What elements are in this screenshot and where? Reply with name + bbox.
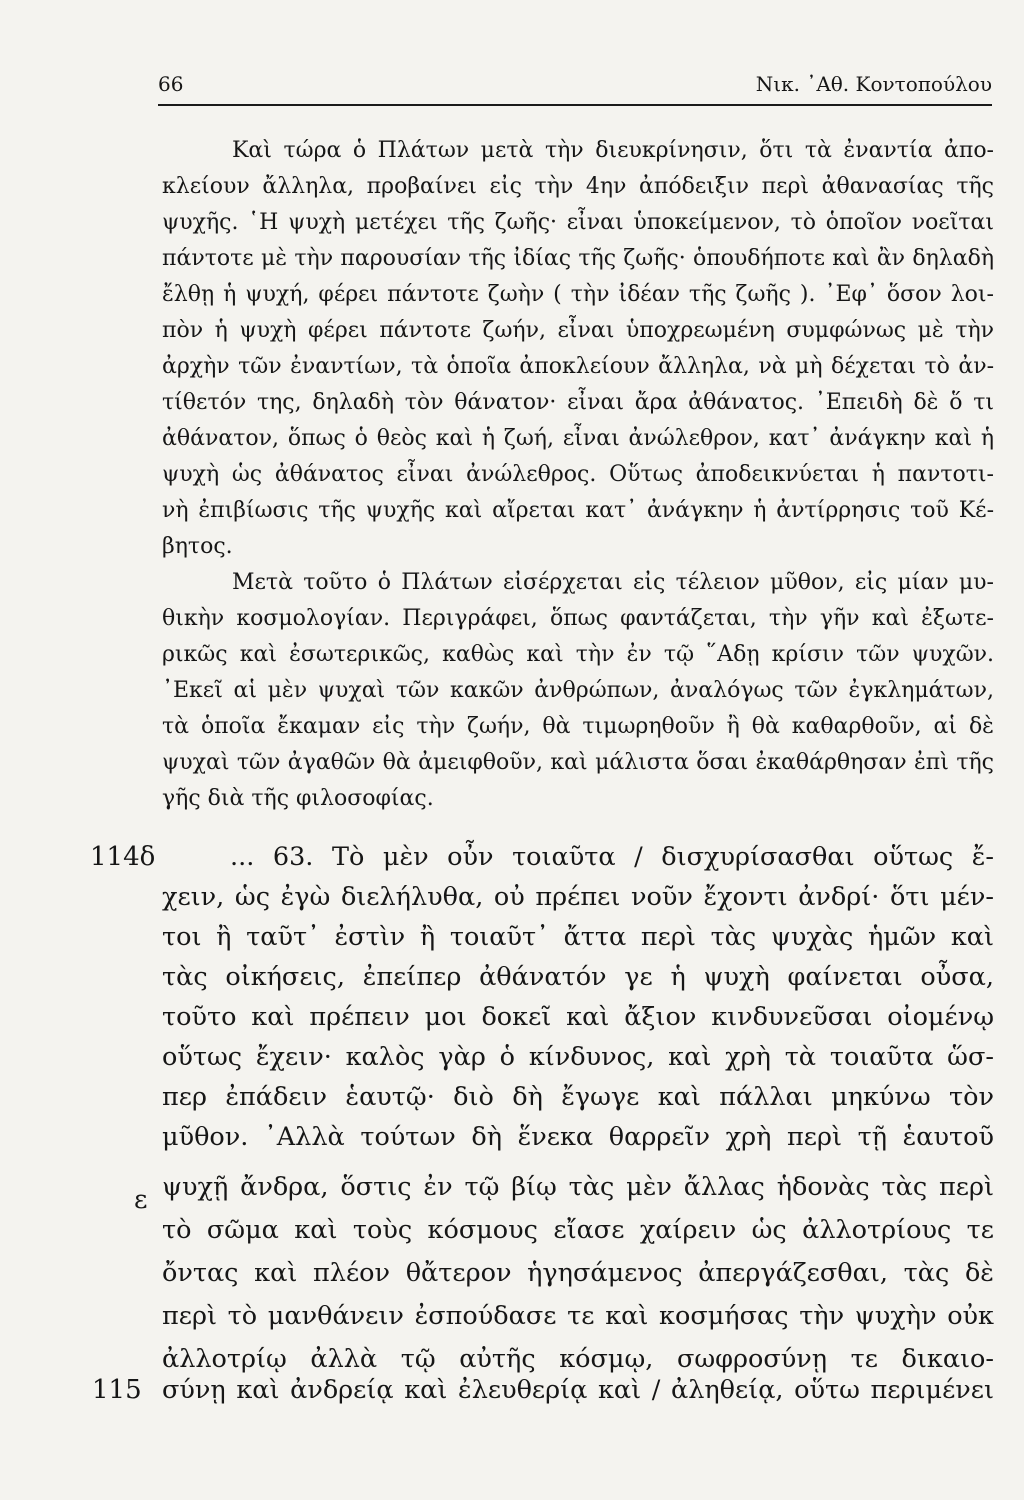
text-line: ψυχαὶ τῶν ἀγαθῶν θὰ ἀμειφθοῦν, καὶ μάλιστα ὅσαι ἐκαθάρθησαν ἐπὶ τῆς xyxy=(162,750,994,775)
quote-line: ψυχῇ ἄνδρα, ὅστις ἐν τῷ βίῳ τὰς μὲν ἄλλας ἡδονὰς τὰς περὶ xyxy=(162,1172,994,1202)
margin-ref-114d: 114δ xyxy=(90,842,156,872)
text-line: ψυχὴ ὡς ἀθάνατος εἶναι ἀνώλεθρος. Οὕτως ἀποδεικνύεται ἡ παντοτι- xyxy=(162,462,994,487)
text-line: κλείουν ἄλληλα, προβαίνει εἰς τὴν 4ην ἀπόδειξιν περὶ ἀθανασίας τῆς xyxy=(162,174,994,199)
text-line: ᾿Εκεῖ αἱ μὲν ψυχαὶ τῶν κακῶν ἀνθρώπων, ἀναλόγως τῶν ἐγκλημάτων, xyxy=(162,678,994,703)
quote-line: τὸ σῶμα καὶ τοὺς κόσμους εἴασε χαίρειν ὡς ἀλλοτρίους τε xyxy=(162,1215,994,1245)
quote-line: τοι ἢ ταῦτ᾿ ἐστὶν ἢ τοιαῦτ᾿ ἄττα περὶ τὰς ψυχὰς ἡμῶν καὶ xyxy=(162,922,994,952)
page-number: 66 xyxy=(158,72,184,96)
quote-line: σύνῃ καὶ ἀνδρείᾳ καὶ ἐλευθερίᾳ καὶ / ἀληθείᾳ, οὕτω περιμένει xyxy=(162,1375,994,1405)
text-line: θικὴν κοσμολογίαν. Περιγράφει, ὅπως φαντάζεται, τὴν γῆν καὶ ἐξωτε- xyxy=(162,606,994,631)
text-line: ἀθάνατον, ὅπως ὁ θεὸς καὶ ἡ ζωή, εἶναι ἀνώλεθρον, κατ᾿ ἀνάγκην καὶ ἡ xyxy=(162,426,994,451)
quote-line: ὄντας καὶ πλέον θἄτερον ἡγησάμενος ἀπεργάζεσθαι, τὰς δὲ xyxy=(162,1258,994,1288)
text-line: ἔλθῃ ἡ ψυχή, φέρει πάντοτε ζωὴν ( τὴν ἰδέαν τῆς ζωῆς ). ᾿Εφ᾿ ὅσον λοι- xyxy=(162,282,994,307)
text-line: ψυχῆς. ῾Η ψυχὴ μετέχει τῆς ζωῆς· εἶναι ὑποκείμενον, τὸ ὁποῖον νοεῖται xyxy=(162,210,994,235)
text-line: Καὶ τώρα ὁ Πλάτων μετὰ τὴν διευκρίνησιν, ὅτι τὰ ἐναντία ἀπο- xyxy=(232,138,994,163)
margin-ref-e: ε xyxy=(134,1185,148,1215)
text-line: βητος. xyxy=(162,534,233,559)
text-line: νὴ ἐπιβίωσις τῆς ψυχῆς καὶ αἴρεται κατ᾿ ἀνάγκην ἡ ἀντίρρησις τοῦ Κέ- xyxy=(162,498,994,523)
quote-line: χειν, ὡς ἐγὼ διελήλυθα, οὐ πρέπει νοῦν ἔχοντι ἀνδρί· ὅτι μέν- xyxy=(162,882,994,912)
quote-line: οὕτως ἔχειν· καλὸς γὰρ ὁ κίνδυνος, καὶ χρὴ τὰ τοιαῦτα ὥσ- xyxy=(162,1042,994,1072)
text-line: ἀρχὴν τῶν ἐναντίων, τὰ ὁποῖα ἀποκλείουν ἄλληλα, νὰ μὴ δέχεται τὸ ἀν- xyxy=(162,354,994,379)
text-line: γῆς διὰ τῆς φιλοσοφίας. xyxy=(162,786,434,811)
text-line: τίθετόν της, δηλαδὴ τὸν θάνατον· εἶναι ἄρα ἀθάνατος. ᾿Επειδὴ δὲ ὅ τι xyxy=(162,390,994,415)
quote-line: μῦθον. ᾿Αλλὰ τούτων δὴ ἕνεκα θαρρεῖν χρὴ περὶ τῇ ἑαυτοῦ xyxy=(162,1122,994,1152)
quote-line: ... 63. Τὸ μὲν οὖν τοιαῦτα / δισχυρίσασθαι οὕτως ἔ- xyxy=(230,842,994,872)
quote-line: ἀλλοτρίῳ ἀλλὰ τῷ αὐτῆς κόσμῳ, σωφροσύνῃ τε δικαιο- xyxy=(162,1344,994,1374)
quote-line: περὶ τὸ μανθάνειν ἐσπούδασε τε καὶ κοσμήσας τὴν ψυχὴν οὐκ xyxy=(162,1301,994,1331)
text-line: πάντοτε μὲ τὴν παρουσίαν τῆς ἰδίας τῆς ζωῆς· ὁπουδήποτε καὶ ἂν δηλαδὴ xyxy=(162,246,994,271)
text-line: πὸν ἡ ψυχὴ φέρει πάντοτε ζωήν, εἶναι ὑποχρεωμένη συμφώνως μὲ τὴν xyxy=(162,318,994,343)
running-head: Νικ. ᾿Αθ. Κοντοπούλου xyxy=(755,72,992,96)
quote-line: τοῦτο καὶ πρέπειν μοι δοκεῖ καὶ ἄξιον κινδυνεῦσαι οἰομένῳ xyxy=(162,1002,994,1032)
margin-ref-115: 115 xyxy=(92,1375,142,1405)
text-line: τὰ ὁποῖα ἔκαμαν εἰς τὴν ζωήν, θὰ τιμωρηθοῦν ἢ θὰ καθαρθοῦν, αἱ δὲ xyxy=(162,714,994,739)
page-header xyxy=(158,68,992,106)
text-line: Μετὰ τοῦτο ὁ Πλάτων εἰσέρχεται εἰς τέλειον μῦθον, εἰς μίαν μυ- xyxy=(232,570,994,595)
text-line: ρικῶς καὶ ἐσωτερικῶς, καθὼς καὶ τὴν ἐν τῷ ῞Αδῃ κρίσιν τῶν ψυχῶν. xyxy=(162,642,994,667)
quote-line: περ ἐπάδειν ἑαυτῷ· διὸ δὴ ἔγωγε καὶ πάλλαι μηκύνω τὸν xyxy=(162,1082,994,1112)
quote-line: τὰς οἰκήσεις, ἐπείπερ ἀθάνατόν γε ἡ ψυχὴ φαίνεται οὖσα, xyxy=(162,962,994,992)
